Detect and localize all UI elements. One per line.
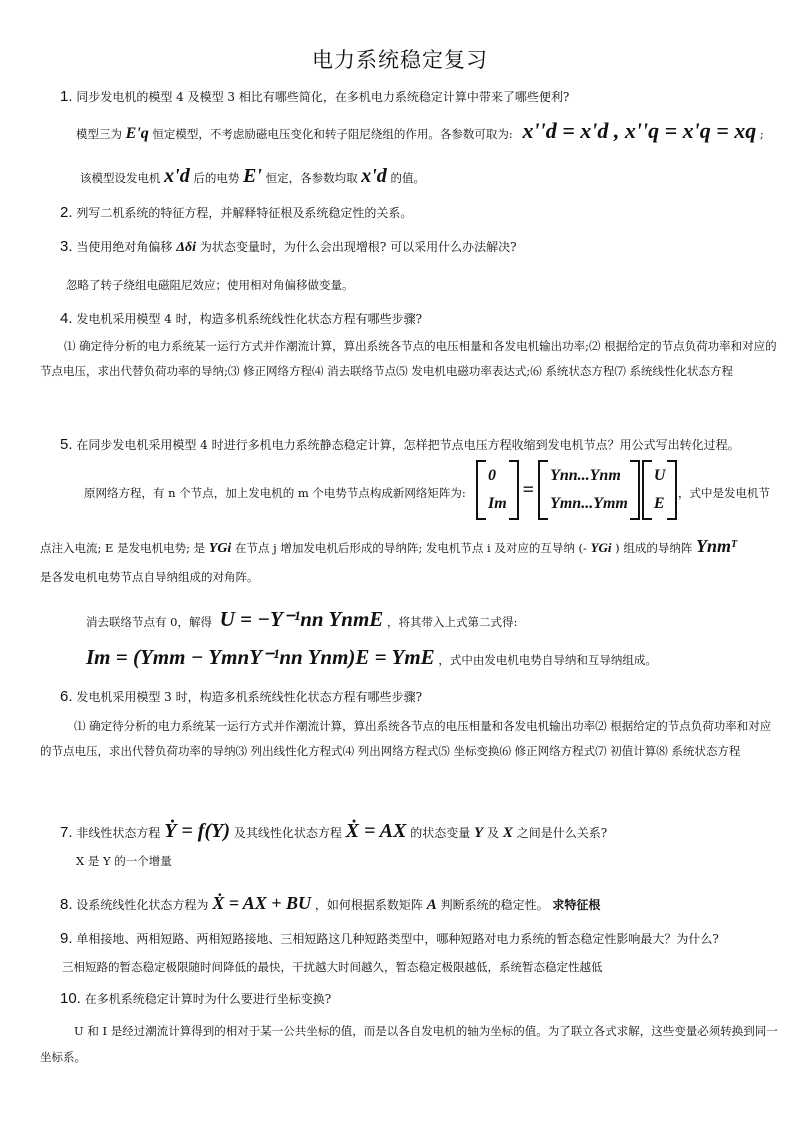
math-y: Y bbox=[474, 825, 484, 841]
math-formula: Im = (Ymm − YmnY⁻¹nn Ynm)E = YmE bbox=[86, 645, 435, 669]
answer-4: ⑴ 确定待分析的电力系统某一运行方式并作潮流计算，算出系统各节点的电压相量和各发电机输出功率;⑵ 根据给定的节点负荷功率和对应的节点电压，求出代替负荷功率的导纳;⑶ 修正网络方程⑷ 消去联络节点⑸ 发电机电磁功率表达式;⑹ 系统状态方程⑺ 系统线性化状态方程 bbox=[40, 339, 777, 378]
math-formula: Ẋ = AX + BU bbox=[212, 893, 312, 913]
question-6 bbox=[60, 688, 770, 706]
matrix-cell: U bbox=[653, 467, 666, 484]
question-text: 及 bbox=[487, 826, 500, 840]
answer-5-line-1: 原网络方程，有 n 个节点，加上发电机的 m 个电势节点构成新网络矩阵为: bbox=[84, 486, 466, 500]
question-2 bbox=[60, 204, 770, 222]
math-formula: Ẏ = f(Y) bbox=[164, 820, 230, 842]
math-eq: E'q bbox=[125, 125, 149, 142]
question-text: 同步发电机的模型 4 及模型 3 相比有哪些简化，在多机电力系统稳定计算中带来了哪些便利? bbox=[76, 90, 570, 104]
question-text: ，如何根据系数矩阵 bbox=[314, 898, 423, 912]
question-text: 设系统线性化状态方程为 bbox=[76, 898, 209, 912]
equals-sign: = bbox=[522, 478, 535, 501]
answer-9: 三相短路的暂态稳定极限随时间降低的最快，干扰越大时间越久，暂态稳定极限越低，系统暂态稳定性越低 bbox=[62, 960, 603, 974]
answer-text: 该模型设发电机 bbox=[80, 171, 161, 185]
question-number: 3. bbox=[60, 238, 73, 255]
question-number: 9. bbox=[60, 930, 73, 947]
answer-text: 消去联络节点有 0，解得 bbox=[86, 615, 212, 629]
answer-7: X 是 Y 的一个增量 bbox=[76, 854, 172, 868]
question-text: 发电机采用模型 4 时，构造多机系统线性化状态方程有哪些步骤? bbox=[76, 312, 423, 326]
bracket-right bbox=[509, 460, 519, 520]
answer-3: 忽略了转子绕组电磁阻尼效应；使用相对角偏移做变量。 bbox=[66, 278, 354, 292]
question-1 bbox=[60, 88, 770, 106]
math-superscript: T bbox=[731, 539, 738, 550]
question-text: 非线性状态方程 bbox=[76, 826, 161, 840]
answer-text: ，式中由发电机电势自导纳和互导纳组成。 bbox=[438, 653, 657, 667]
question-number: 2. bbox=[60, 204, 73, 221]
question-5 bbox=[60, 436, 770, 454]
network-matrix-equation bbox=[476, 460, 677, 520]
bracket-left bbox=[642, 460, 652, 520]
math-a: A bbox=[426, 897, 437, 913]
bracket-right bbox=[667, 460, 677, 520]
answer-8: 求特征根 bbox=[552, 898, 601, 912]
question-text: 在同步发电机采用模型 4 时进行多机电力系统静态稳定计算，怎样把节点电压方程收缩到发电机节点？用公式写出转化过程。 bbox=[76, 438, 740, 452]
math-e: E' bbox=[243, 165, 262, 187]
answer-text: 后的电势 bbox=[193, 171, 240, 185]
question-text: 判断系统的稳定性。 bbox=[440, 898, 549, 912]
answer-5-line-3: 是各发电机电势节点自导纳组成的对角阵。 bbox=[40, 570, 259, 584]
math-ynm: Ynm bbox=[695, 535, 731, 556]
question-text: 及其线性化状态方程 bbox=[233, 826, 342, 840]
bracket-right bbox=[630, 460, 640, 520]
question-number: 1. bbox=[60, 88, 73, 105]
answer-text: 模型三为 bbox=[76, 127, 122, 141]
page-title: 电力系统稳定复习 bbox=[312, 48, 488, 72]
answer-1-line-1 bbox=[76, 118, 764, 143]
matrix-cell: Im bbox=[488, 495, 507, 512]
answer-1-line-2 bbox=[80, 167, 425, 187]
matrix-column bbox=[548, 462, 630, 518]
matrix-cell: Ymn...Ymm bbox=[550, 495, 628, 512]
question-text: 在多机系统稳定计算时为什么要进行坐标变换? bbox=[84, 992, 332, 1006]
answer-text: ，将其带入上式第二式得: bbox=[386, 615, 518, 629]
answer-5-line-2 bbox=[40, 536, 737, 558]
answer-text: 的值。 bbox=[390, 171, 425, 185]
question-7 bbox=[60, 822, 770, 842]
math-formula: Ẋ = AX bbox=[345, 820, 407, 842]
question-text: 的状态变量 bbox=[410, 826, 471, 840]
matrix-cell: 0 bbox=[488, 467, 496, 484]
question-text: 为状态变量时，为什么会出现增根? 可以采用什么办法解决? bbox=[199, 240, 517, 254]
math-x: X bbox=[502, 825, 513, 841]
answer-text: 恒定，各参数均取 bbox=[265, 171, 358, 185]
question-3 bbox=[60, 238, 770, 257]
question-number: 4. bbox=[60, 310, 73, 327]
answer-text: 在节点 j 增加发电机后形成的导纳阵; 发电机节点 i 及对应的互导纳 (- bbox=[234, 540, 587, 555]
answer-text: ) 组成的导纳阵 bbox=[615, 540, 693, 555]
question-text: 单相接地、两相短路、两相短路接地、三相短路这几种短路类型中，哪种短路对电力系统的暂态稳定性影响最大？为什么? bbox=[76, 932, 719, 946]
math-formula: x''d = x'd , x''q = x'q = xq bbox=[522, 118, 757, 143]
math-xd: x'd bbox=[164, 165, 190, 187]
answer-5-line-1-end: ，式中是发电机节 bbox=[678, 486, 770, 500]
answer-5-line-5 bbox=[86, 645, 657, 669]
question-10 bbox=[60, 990, 770, 1008]
question-text: 发电机采用模型 3 时，构造多机系统线性化状态方程有哪些步骤? bbox=[76, 690, 423, 704]
bracket-left bbox=[538, 460, 548, 520]
question-text: 之间是什么关系? bbox=[516, 826, 608, 840]
question-8 bbox=[60, 894, 770, 914]
bracket-left bbox=[476, 460, 486, 520]
math-ygi: YGi bbox=[208, 540, 232, 556]
answer-6: ⑴ 确定待分析的电力系统某一运行方式并作潮流计算，算出系统各节点的电压相量和各发电机输出功率⑵ 根据给定的节点负荷功率和对应的节点电压，求出代替负荷功率的导纳⑶ 列出线性化方程式⑷ 列出网络方程式⑸ 坐标变换⑹ 修正网络方程式⑺ 初值计算⑻ 系统状态方程 bbox=[40, 719, 772, 758]
math-delta: Δδi bbox=[176, 240, 197, 255]
answer-text: ; bbox=[759, 127, 764, 141]
math-xd: x'd bbox=[361, 165, 387, 187]
answer-10: U 和 I 是经过潮流计算得到的相对于某一公共坐标的值，而是以各自发电机的轴为坐标的值。为了联立各式求解，这些变量必须转换到同一坐标系。 bbox=[40, 1024, 778, 1064]
matrix-cell: E bbox=[653, 495, 665, 512]
question-text: 当使用绝对角偏移 bbox=[76, 240, 173, 254]
question-text: 列写二机系统的特征方程，并解释特征根及系统稳定性的关系。 bbox=[76, 206, 413, 220]
question-number: 5. bbox=[60, 436, 73, 453]
question-number: 7. bbox=[60, 824, 73, 841]
question-number: 8. bbox=[60, 896, 73, 913]
answer-text: 恒定模型，不考虑励磁电压变化和转子阻尼绕组的作用。各参数可取为: bbox=[152, 127, 513, 141]
matrix-column bbox=[486, 462, 509, 518]
question-4 bbox=[60, 310, 770, 328]
answer-text: 点注入电流; E 是发电机电势; 是 bbox=[40, 540, 206, 555]
matrix-column bbox=[652, 462, 668, 518]
math-formula: U = −Y⁻¹nn YnmE bbox=[219, 607, 384, 631]
answer-5-line-4 bbox=[86, 607, 518, 631]
question-9 bbox=[60, 930, 770, 948]
question-number: 10. bbox=[60, 990, 81, 1007]
matrix-cell: Ynn...Ynm bbox=[550, 467, 621, 484]
question-number: 6. bbox=[60, 688, 73, 705]
math-ygi: YGi bbox=[590, 539, 612, 555]
